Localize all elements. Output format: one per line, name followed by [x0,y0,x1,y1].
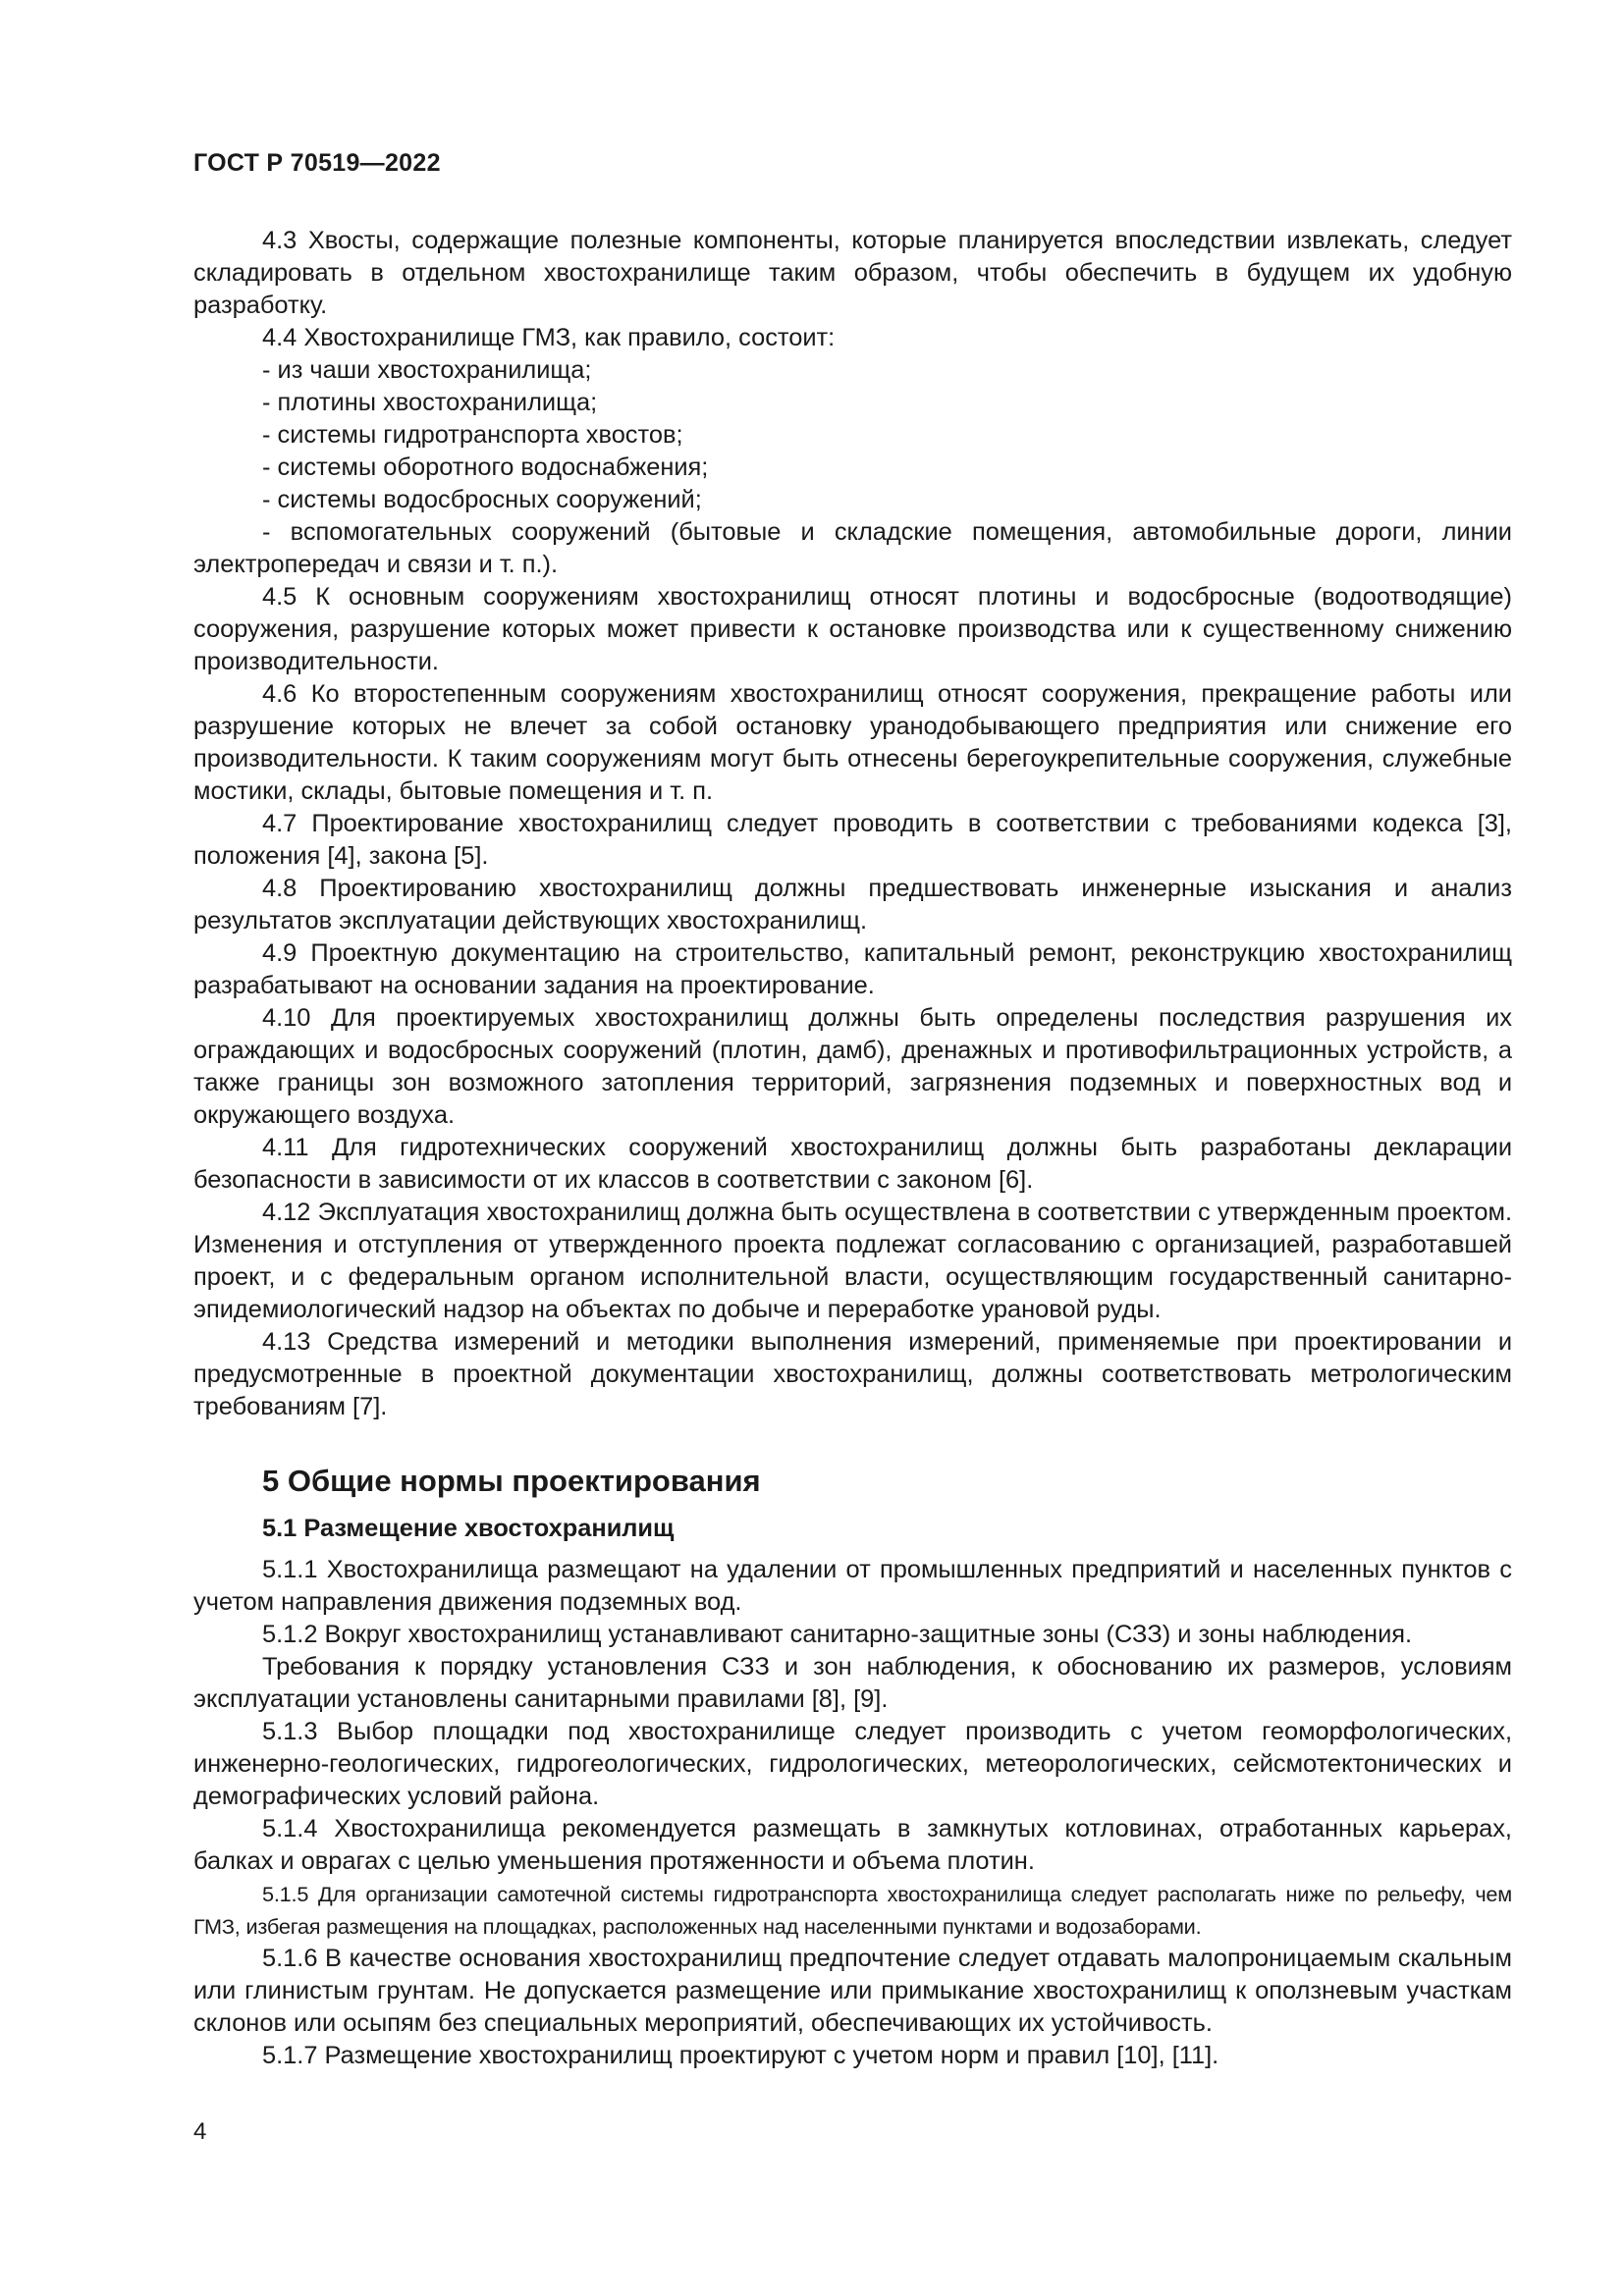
paragraph-5-1-2-cont: Требования к порядку установления СЗЗ и зон наблюдения, к обоснованию их размеров, условиям эксплуатации установлены санитарными правилами [8], [9]. [193,1653,1512,1713]
paragraph-5-1-1: 5.1.1 Хвостохранилища размещают на удалении от промышленных предприятий и населенных пунктов с учетом направления движения подземных вод. [193,1556,1512,1616]
document-body [193,225,1512,2072]
paragraph-5-1-3: 5.1.3 Выбор площадки под хвостохранилище следует производить с учетом геоморфологических, инженерно-геологических, гидрогеологических, гидрологических, метеорологических, сейсмотектонических и демографических условий района. [193,1718,1512,1810]
paragraph-5-1-6: 5.1.6 В качестве основания хвостохранилищ предпочтение следует отдавать малопроницаемым скальным или глинистым грунтам. Не допускается размещение или примыкание хвостохранилищ к оползневым участкам склонов или осыпям без специальных мероприятий, обеспечивающих их устойчивость. [193,1945,1512,2037]
paragraph-4-3: 4.3 Хвосты, содержащие полезные компоненты, которые планируется впоследствии извлекать, следует складировать в отдельном хвостохранилище таким образом, чтобы обеспечить в будущем их удобную разработку. [193,227,1512,319]
paragraph-4-5: 4.5 К основным сооружениям хвостохранилищ относят плотины и водосбросные (водоотводящие) сооружения, разрушение которых может привести к остановке производства или к существенному снижению производительности. [193,583,1512,675]
paragraph-4-10: 4.10 Для проектируемых хвостохранилищ должны быть определены последствия разрушения их ограждающих и водосбросных сооружений (плотин, дамб), дренажных и противофильтрационных устройств, а также границы зон возможного затопления территорий, загрязнения подземных и поверхностных вод и окружающего воздуха. [193,1004,1512,1129]
paragraph-4-7: 4.7 Проектирование хвостохранилищ следует проводить в соответствии с требованиями кодекса [3], положения [4], закона [5]. [193,810,1512,870]
paragraph-5-1-4: 5.1.4 Хвостохранилища рекомендуется размещать в замкнутых котловинах, отработанных карьерах, балках и оврагах с целью уменьшения протяженности и объема плотин. [193,1815,1512,1875]
paragraph-4-6: 4.6 Ко второстепенным сооружениям хвостохранилищ относят сооружения, прекращение работы или разрушение которых не влечет за собой остановку уранодобывающего предприятия или снижение его производительности. К таким сооружениям могут быть отнесены берегоукрепительные сооружения, служебные мостики, склады, бытовые помещения и т. п. [193,680,1512,805]
subsection-5-1-heading: 5.1 Размещение хвостохранилищ [262,1515,675,1542]
paragraph-4-11: 4.11 Для гидротехнических сооружений хвостохранилищ должны быть разработаны декларации безопасности в зависимости от их классов в соответствии с законом [6]. [193,1134,1512,1194]
paragraph-4-12: 4.12 Эксплуатация хвостохранилищ должна быть осуществлена в соответствии с утвержденным проектом. Изменения и отступления от утвержденного проекта подлежат согласованию с организацией, разработавшей проект, и с федеральным органом исполнительной власти, осуществляющим государственный санитарно-эпидемиологический надзор на объектах по добыче и переработке урановой руды. [193,1199,1512,1323]
page-number: 4 [193,2118,207,2145]
list-item: - плотины хвостохранилища; [262,389,598,416]
paragraph-5-1-7: 5.1.7 Размещение хвостохранилищ проектируют с учетом норм и правил [10], [11]. [262,2042,1219,2069]
list-item: - системы гидротранспорта хвостов; [262,421,683,449]
list-item: - системы водосбросных сооружений; [262,486,702,513]
paragraph-4-13: 4.13 Средства измерений и методики выполнения измерений, применяемые при проектировании и предусмотренные в проектной документации хвостохранилищ, должны соответствовать метрологическим требованиям [7]. [193,1328,1512,1420]
list-item: - системы оборотного водоснабжения; [262,454,709,481]
list-item: - вспомогательных сооружений (бытовые и складские помещения, автомобильные дороги, линии электропередач и связи и т. п.). [193,518,1512,578]
section-5-heading: 5 Общие нормы проектирования [262,1464,761,1498]
list-item: - из чаши хвостохранилища; [262,356,592,384]
paragraph-4-8: 4.8 Проектированию хвостохранилищ должны предшествовать инженерные изыскания и анализ результатов эксплуатации действующих хвостохранилищ. [193,875,1512,934]
paragraph-5-1-2: 5.1.2 Вокруг хвостохранилищ устанавливают санитарно-защитные зоны (СЗЗ) и зоны наблюдения. [262,1621,1413,1648]
paragraph-4-4: 4.4 Хвостохранилище ГМЗ, как правило, состоит: [262,324,836,351]
paragraph-4-9: 4.9 Проектную документацию на строительство, капитальный ремонт, реконструкцию хвостохранилищ разрабатывают на основании задания на проектирование. [193,939,1512,999]
document-header-id: ГОСТ Р 70519—2022 [193,149,441,177]
paragraph-5-1-5: 5.1.5 Для организации самотечной системы гидротранспорта хвостохранилища следует располагать ниже по рельефу, чем ГМЗ, избегая размещения на площадках, расположенных над населенными пунктами и водозаборами. [193,1882,1512,1939]
